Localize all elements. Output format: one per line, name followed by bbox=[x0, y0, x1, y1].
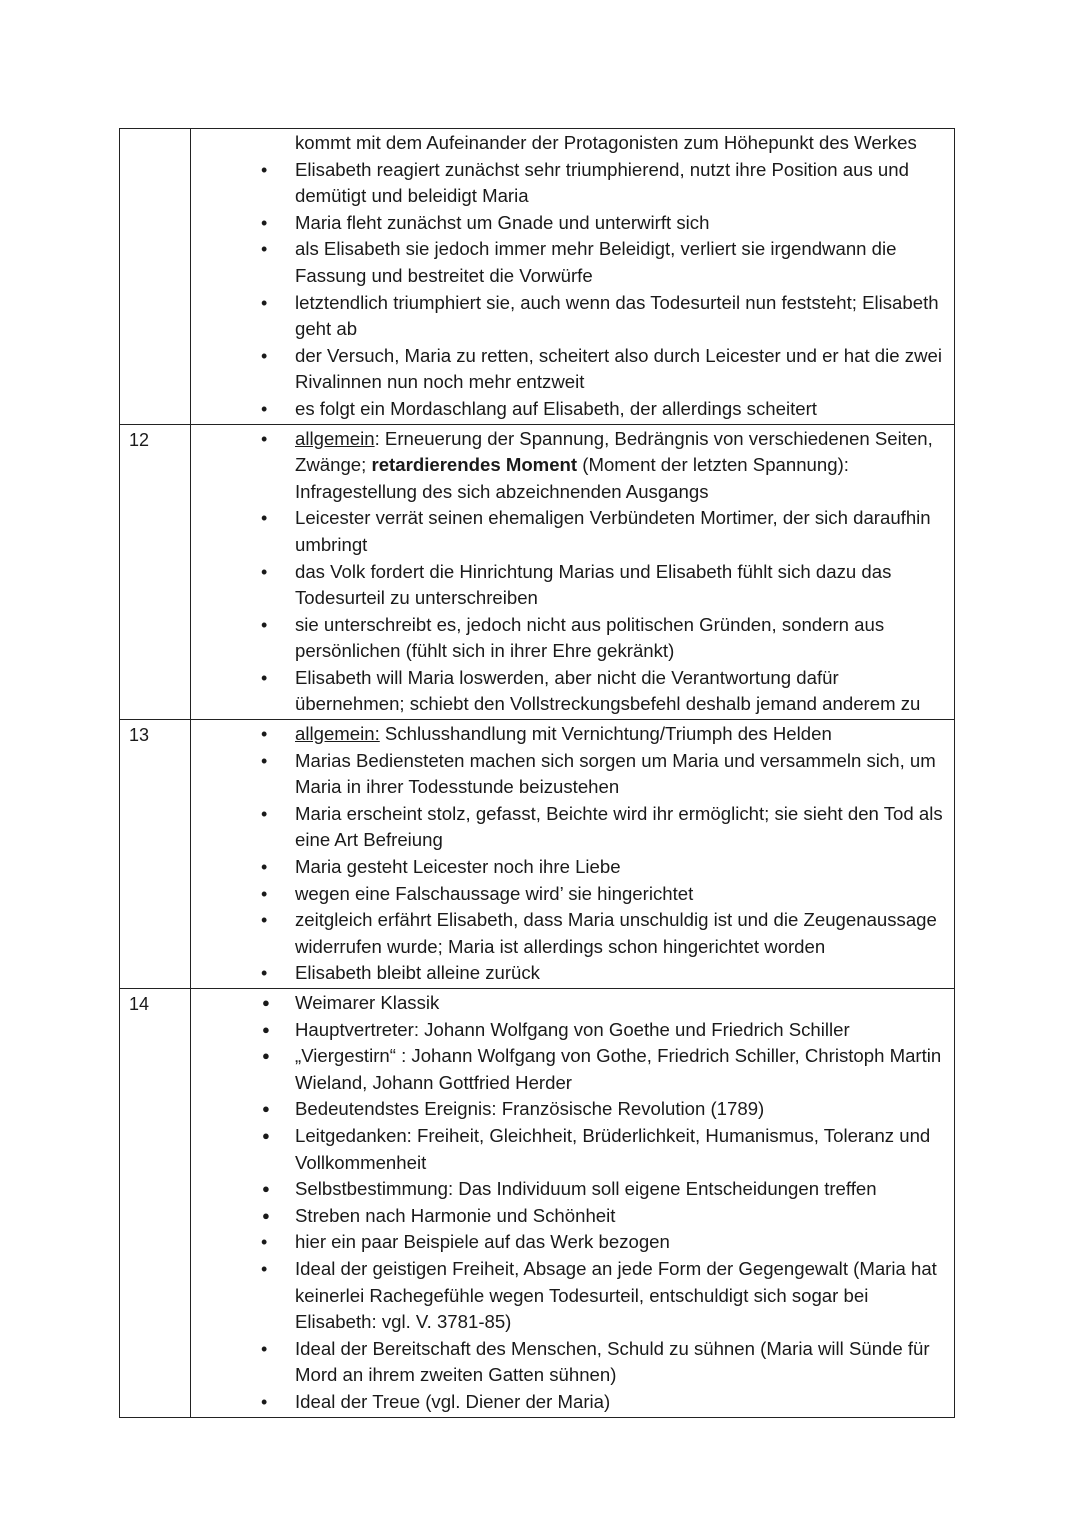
list-item: ● „Viergestirn“ : Johann Wolfgang von Gothe, Friedrich Schiller, Christoph Martin Wieland, Johann Gottfried Herder bbox=[191, 1043, 948, 1096]
list-item: • zeitgleich erfährt Elisabeth, dass Maria unschuldig ist und die Zeugenaussage widerrufen wurde; Maria ist allerdings schon hingerichtet worden bbox=[191, 907, 948, 960]
row-number: 14 bbox=[120, 989, 191, 1418]
row-number: 12 bbox=[120, 424, 191, 720]
item-text-tail: (Moment der letzten Spannung): Infragestellung des sich abzeichnenden Ausgangs bbox=[295, 454, 849, 502]
table-row bbox=[120, 720, 955, 989]
row-number bbox=[120, 129, 191, 425]
list-item: • Ideal der Bereitschaft des Menschen, Schuld zu sühnen (Maria will Sünde für Mord an ihrem zweiten Gatten sühnen) bbox=[191, 1336, 948, 1389]
row-content bbox=[191, 424, 955, 720]
list-item: • Ideal der Treue (vgl. Diener der Maria) bbox=[191, 1389, 948, 1416]
item-text: Schlusshandlung mit Vernichtung/Triumph des Helden bbox=[379, 723, 832, 745]
list-item: • Leicester verrät seinen ehemaligen Verbündeten Mortimer, der sich daraufhin umbringt bbox=[191, 505, 948, 558]
list-item: ● Weimarer Klassik bbox=[191, 990, 948, 1017]
row-number: 13 bbox=[120, 720, 191, 989]
list-item: • der Versuch, Maria zu retten, scheitert also durch Leicester und er hat die zwei Rivalinnen nun noch mehr entzweit bbox=[191, 343, 948, 396]
bold-term: retardierendes Moment bbox=[371, 454, 578, 476]
list-item: • das Volk fordert die Hinrichtung Marias und Elisabeth fühlt sich dazu das Todesurteil zu unterschreiben bbox=[191, 559, 948, 612]
list-item: • als Elisabeth sie jedoch immer mehr Beleidigt, verliert sie irgendwann die Fassung und bestreitet die Vorwürfe bbox=[191, 236, 948, 289]
table-row bbox=[120, 424, 955, 720]
row-content bbox=[191, 129, 955, 425]
list-item: • Maria gesteht Leicester noch ihre Liebe bbox=[191, 854, 948, 881]
list-item: kommt mit dem Aufeinander der Protagonisten zum Höhepunkt des Werkes bbox=[295, 132, 917, 153]
list-item bbox=[191, 721, 948, 748]
list-item bbox=[191, 426, 948, 506]
list-item: ● Streben nach Harmonie und Schönheit bbox=[191, 1203, 948, 1230]
list-item: ● Leitgedanken: Freiheit, Gleichheit, Brüderlichkeit, Humanismus, Toleranz und Vollkommenheit bbox=[191, 1123, 948, 1176]
list-item: • hier ein paar Beispiele auf das Werk bezogen bbox=[191, 1229, 948, 1256]
row-content bbox=[191, 720, 955, 989]
row-content bbox=[191, 989, 955, 1418]
table-row bbox=[120, 989, 955, 1418]
list-item: • Maria erscheint stolz, gefasst, Beichte wird ihr ermöglicht; sie sieht den Tod als eine Art Befreiung bbox=[191, 801, 948, 854]
bullet-list bbox=[191, 721, 948, 987]
list-item: • es folgt ein Mordaschlang auf Elisabeth, der allerdings scheitert bbox=[191, 396, 948, 423]
bullet-list bbox=[191, 990, 948, 1416]
list-item: ● Bedeutendstes Ereignis: Französische Revolution (1789) bbox=[191, 1096, 948, 1123]
list-item: • Elisabeth reagiert zunächst sehr triumphierend, nutzt ihre Position aus und demütigt und beleidigt Maria bbox=[191, 157, 948, 210]
list-item: • Elisabeth bleibt alleine zurück bbox=[191, 960, 948, 987]
list-item: • wegen eine Falschaussage wird’ sie hingerichtet bbox=[191, 881, 948, 908]
notes-table bbox=[119, 128, 955, 1418]
bullet-list bbox=[191, 130, 948, 423]
item-text: : Erneuerung der Spannung, Bedrängnis von verschiedenen Seiten, Zwänge; bbox=[295, 427, 933, 476]
list-item: • Maria fleht zunächst um Gnade und unterwirft sich bbox=[191, 210, 948, 237]
list-item: • sie unterschreibt es, jedoch nicht aus politischen Gründen, sondern aus persönlichen (fühlt sich in ihrer Ehre gekränkt) bbox=[191, 612, 948, 665]
underlined-label: allgemein: bbox=[295, 723, 380, 745]
bullet-list bbox=[191, 426, 948, 719]
list-item: ● Hauptvertreter: Johann Wolfgang von Goethe und Friedrich Schiller bbox=[191, 1017, 948, 1044]
list-item: • letztendlich triumphiert sie, auch wenn das Todesurteil nun feststeht; Elisabeth geht ab bbox=[191, 290, 948, 343]
list-item: ● Selbstbestimmung: Das Individuum soll eigene Entscheidungen treffen bbox=[191, 1176, 948, 1203]
list-item: • Ideal der geistigen Freiheit, Absage an jede Form der Gegengewalt (Maria hat keinerlei Rachegefühle wegen Todesurteil, entschuldigt sich sogar bei Elisabeth: vgl. V. 3781-85) bbox=[191, 1256, 948, 1336]
underlined-label: allgemein bbox=[295, 427, 375, 449]
list-item: • Marias Bediensteten machen sich sorgen um Maria und versammeln sich, um Maria in ihrer Todesstunde beizustehen bbox=[191, 748, 948, 801]
table-row bbox=[120, 129, 955, 425]
list-item: • Elisabeth will Maria loswerden, aber nicht die Verantwortung dafür übernehmen; schiebt den Vollstreckungsbefehl deshalb jemand anderem zu bbox=[191, 665, 948, 718]
